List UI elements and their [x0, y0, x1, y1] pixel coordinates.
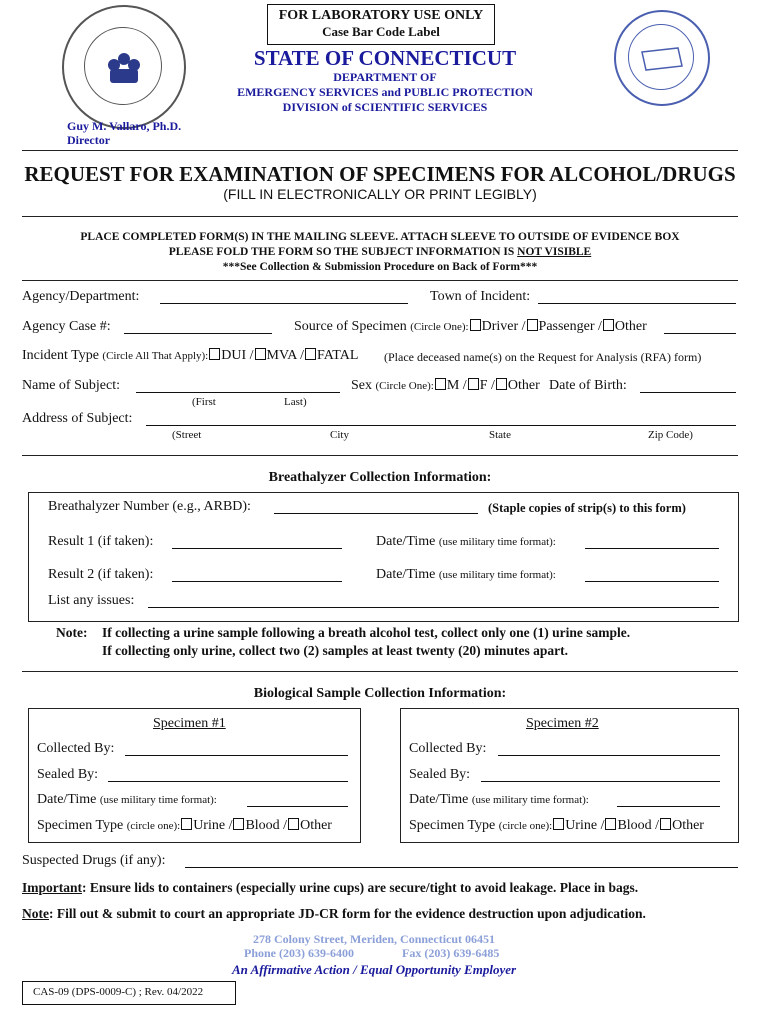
spec1-collected-input[interactable] [125, 755, 348, 756]
agency-label: Agency/Department: [22, 289, 140, 304]
dept-line-2: EMERGENCY SERVICES and PUBLIC PROTECTION [237, 85, 533, 99]
spec2-sealed-input[interactable] [481, 781, 720, 782]
director-name: Guy M. Vallaro, Ph.D. [67, 119, 182, 133]
spec2-datetime-input[interactable] [617, 806, 720, 807]
incident-note: (Place deceased name(s) on the Request for Analysis (RFA) form) [384, 350, 702, 364]
result1-datetime-input[interactable] [585, 548, 719, 549]
source-row: Source of Specimen (Circle One): Driver / Passenger / Other [294, 319, 647, 334]
result2-datetime-input[interactable] [585, 581, 719, 582]
issues-label: List any issues: [48, 593, 135, 608]
note-line-1: If collecting a urine sample following a breath alcohol test, collect only one (1) urine sample. [102, 625, 631, 640]
spec1-sealed-label: Sealed By: [37, 767, 99, 782]
divider [22, 280, 738, 281]
address-label: Address of Subject: [22, 411, 133, 426]
note-line-2: If collecting only urine, collect two (2) samples at least twenty (20) minutes apart. [102, 643, 569, 658]
dept-line-1: DEPARTMENT OF [333, 70, 437, 84]
name-label: Name of Subject: [22, 378, 120, 393]
division-seal-logo [614, 10, 710, 106]
divider [22, 150, 738, 151]
spec2-other-checkbox[interactable] [660, 818, 671, 830]
case-label: Agency Case #: [22, 319, 111, 334]
spec2-collected-input[interactable] [498, 755, 720, 756]
lab-use-label: FOR LABORATORY USE ONLY [278, 8, 484, 23]
spec2-type-row: Specimen Type (circle one): Urine / Blood / Other [409, 818, 704, 833]
breath-heading: Breathalyzer Collection Information: [268, 470, 492, 485]
driver-checkbox[interactable] [470, 319, 481, 331]
source-label: Source of Specimen [294, 319, 407, 334]
spec2-blood-checkbox[interactable] [605, 818, 616, 830]
incident-label: Incident Type [22, 348, 99, 363]
agency-input[interactable] [160, 303, 408, 304]
address-input[interactable] [146, 425, 736, 426]
sex-label: Sex [351, 378, 372, 393]
source-other-input[interactable] [664, 333, 736, 334]
spec1-other-checkbox[interactable] [288, 818, 299, 830]
issues-input[interactable] [148, 607, 719, 608]
spec1-collected-label: Collected By: [37, 741, 115, 756]
divider [22, 671, 738, 672]
barcode-label: Case Bar Code Label [322, 24, 440, 39]
female-checkbox[interactable] [468, 378, 479, 390]
passenger-checkbox[interactable] [527, 319, 538, 331]
lab-use-box [267, 4, 495, 45]
instruction-line-1: PLACE COMPLETED FORM(S) IN THE MAILING SLEEVE. ATTACH SLEEVE TO OUTSIDE OF EVIDENCE BOX [80, 231, 680, 243]
staple-note: (Staple copies of strip(s) to this form) [488, 501, 686, 515]
instruction-line-3: ***See Collection & Submission Procedure on Back of Form*** [222, 261, 538, 273]
form-id: CAS-09 (DPS-0009-C) ; Rev. 04/2022 [33, 986, 204, 998]
spec1-sealed-input[interactable] [108, 781, 348, 782]
other-sex-checkbox[interactable] [496, 378, 507, 390]
footer-phone: Phone (203) 639-6400 [244, 946, 354, 960]
breath-number-label: Breathalyzer Number (e.g., ARBD): [48, 499, 251, 514]
name-first-hint: (First [192, 396, 216, 408]
result1-datetime-label: Date/Time (use military time format): [376, 534, 556, 549]
case-input[interactable] [124, 333, 272, 334]
form-id-box [22, 981, 236, 1005]
addr-zip-hint: Zip Code) [648, 429, 693, 441]
note-label: Note: [56, 625, 88, 640]
divider [22, 455, 738, 456]
result2-input[interactable] [172, 581, 342, 582]
spec2-sealed-label: Sealed By: [409, 767, 471, 782]
name-last-hint: Last) [284, 396, 307, 408]
name-input[interactable] [136, 392, 340, 393]
divider [22, 216, 738, 217]
dept-line-3: DIVISION of SCIENTIFIC SERVICES [282, 100, 488, 114]
spec1-urine-checkbox[interactable] [181, 818, 192, 830]
addr-city-hint: City [330, 429, 349, 441]
result1-label: Result 1 (if taken): [48, 534, 154, 549]
bio-heading: Biological Sample Collection Information: [253, 686, 507, 701]
other-source-checkbox[interactable] [603, 319, 614, 331]
spec1-blood-checkbox[interactable] [233, 818, 244, 830]
spec2-collected-label: Collected By: [409, 741, 487, 756]
state-title: STATE OF CONNECTICUT [253, 46, 517, 70]
footer-eoe: An Affirmative Action / Equal Opportunity Employer [231, 962, 517, 977]
mva-checkbox[interactable] [255, 348, 266, 360]
result2-label: Result 2 (if taken): [48, 567, 154, 582]
suspected-label: Suspected Drugs (if any): [22, 853, 166, 868]
footer-address: 278 Colony Street, Meriden, Connecticut 06451 [252, 932, 496, 946]
specimen2-title: Specimen #2 [526, 716, 599, 731]
specimen1-title: Specimen #1 [153, 716, 226, 731]
dui-checkbox[interactable] [209, 348, 220, 360]
incident-row: Incident Type (Circle All That Apply): DUI / MVA / FATAL [22, 348, 359, 363]
addr-street-hint: (Street [172, 429, 202, 441]
fatal-checkbox[interactable] [305, 348, 316, 360]
footer-fax: Fax (203) 639-6485 [402, 946, 500, 960]
breath-number-input[interactable] [274, 513, 478, 514]
form-title: REQUEST FOR EXAMINATION OF SPECIMENS FOR ALCOHOL/DRUGS [24, 162, 736, 186]
spec1-datetime-input[interactable] [247, 806, 348, 807]
important-note: Important: Ensure lids to containers (especially urine cups) are secure/tight to avoid leakage. Place in bags. [22, 880, 639, 895]
result2-datetime-label: Date/Time (use military time format): [376, 567, 556, 582]
addr-state-hint: State [489, 429, 511, 441]
dob-input[interactable] [640, 392, 736, 393]
court-note: Note: Fill out & submit to court an appropriate JD-CR form for the evidence destruction upon adjudication. [22, 906, 646, 921]
suspected-input[interactable] [185, 867, 738, 868]
director-title: Director [67, 133, 111, 147]
spec1-datetime-label: Date/Time (use military time format): [37, 792, 217, 807]
instruction-line-2: PLEASE FOLD THE FORM SO THE SUBJECT INFORMATION IS NOT VISIBLE [168, 246, 592, 258]
spec2-urine-checkbox[interactable] [553, 818, 564, 830]
dob-label: Date of Birth: [549, 378, 627, 393]
sex-row: Sex (Circle One): M / F / Other [351, 378, 540, 393]
result1-input[interactable] [172, 548, 342, 549]
spec2-datetime-label: Date/Time (use military time format): [409, 792, 589, 807]
town-input[interactable] [538, 303, 736, 304]
spec1-type-row: Specimen Type (circle one): Urine / Blood / Other [37, 818, 332, 833]
form-subtitle: (FILL IN ELECTRONICALLY OR PRINT LEGIBLY) [223, 186, 537, 202]
male-checkbox[interactable] [435, 378, 446, 390]
town-label: Town of Incident: [430, 289, 531, 304]
